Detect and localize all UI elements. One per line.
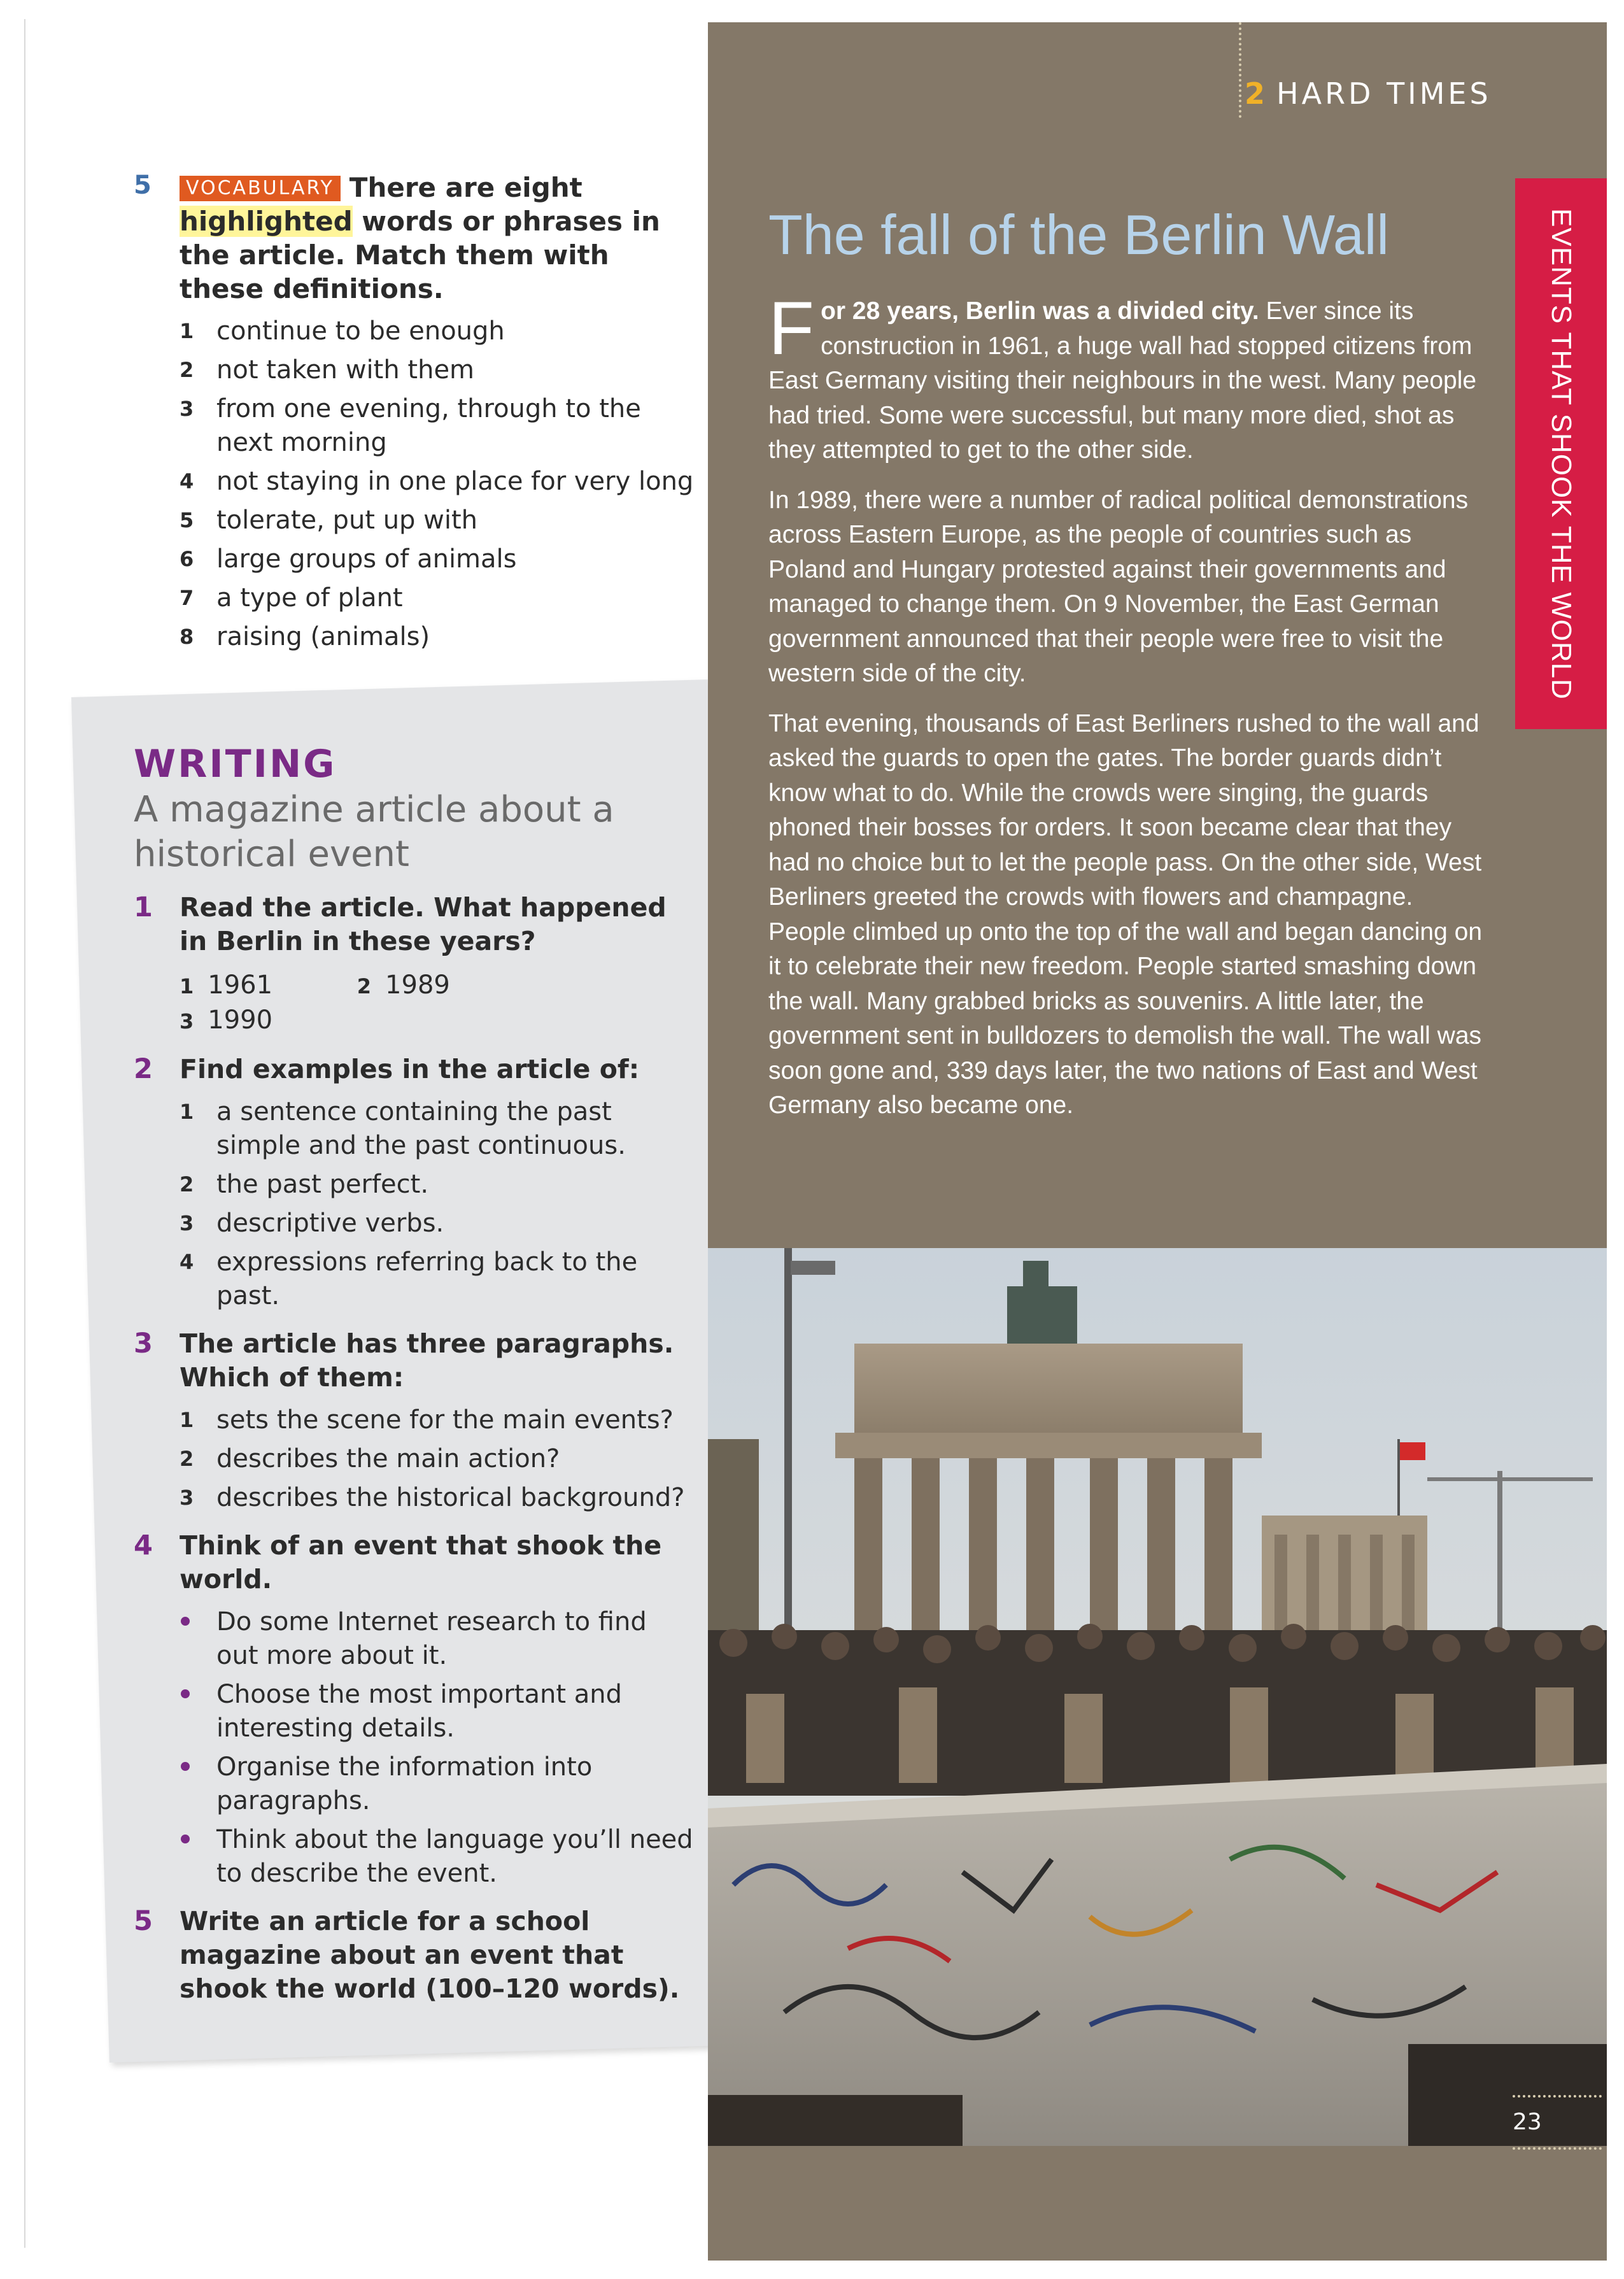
question-text: The article has three paragraphs. Which of them:: [180, 1328, 674, 1393]
bullet-text: Organise the information into paragraphs.: [216, 1752, 593, 1815]
item-text: raising (animals): [216, 622, 430, 651]
item-text: describes the historical background?: [216, 1483, 685, 1512]
item-number: 2: [180, 358, 194, 382]
question-number: 2: [134, 1053, 153, 1085]
bullet-item: [180, 1750, 694, 1818]
article-paragraph-2: In 1989, there were a number of radical political demonstrations across Eastern Europe, as the people of countries such as Poland and Hungary protested against their governments and managed to change them. On 9 November, the East German government announced that their people were free to visit the western side of the city.: [768, 486, 1469, 687]
article-lead: or 28 years, Berlin was a divided city.: [821, 297, 1259, 325]
berlin-wall-photo: [708, 1248, 1607, 2146]
item-number: 2: [180, 1447, 194, 1471]
writing-question-2: [134, 1053, 694, 1086]
instruction-part-a: There are eight: [349, 172, 583, 203]
item-number: 1: [180, 1100, 194, 1124]
item-number: 7: [180, 586, 194, 610]
section-title: HARD TIMES: [1276, 76, 1492, 111]
definition-item: [180, 620, 694, 654]
section-header: [1245, 76, 1492, 111]
definition-item: [180, 543, 694, 576]
writing-subtitle: A magazine article about a historical event: [134, 789, 614, 875]
article-body: [768, 287, 1488, 1139]
item-text: the past perfect.: [216, 1170, 429, 1199]
writing-section: [134, 742, 694, 2006]
item-number: 5: [180, 508, 194, 532]
year-item: [180, 1005, 311, 1035]
item-number: 1: [180, 974, 194, 998]
definition-item: [180, 315, 694, 348]
writing-question-3: [134, 1327, 694, 1395]
item-number: 6: [180, 547, 194, 571]
definition-list: [180, 315, 694, 654]
question-number: 3: [134, 1328, 153, 1360]
red-flag: [1400, 1442, 1425, 1460]
bullet-item: [180, 1605, 694, 1673]
list-item: [180, 1403, 694, 1437]
item-number: 3: [180, 397, 194, 421]
bullet-dot-icon: [181, 1617, 190, 1626]
item-text: expressions referring back to the past.: [216, 1247, 638, 1310]
exercise-number: 5: [134, 171, 152, 200]
question-text: Read the article. What happened in Berlin in these years?: [180, 892, 667, 956]
item-text: from one evening, through to the next morning: [216, 394, 641, 457]
bullet-text: Choose the most important and interesting details.: [216, 1680, 623, 1743]
item-text: not staying in one place for very long: [216, 467, 694, 496]
definition-item: [180, 465, 694, 499]
page-spine: [24, 19, 25, 2248]
vocabulary-exercise: [134, 171, 694, 659]
item-number: 3: [180, 1211, 194, 1235]
question-text: Think of an event that shook the world.: [180, 1530, 662, 1594]
item-text: a type of plant: [216, 583, 403, 613]
year-item: [180, 970, 311, 1000]
section-number: 2: [1245, 76, 1266, 111]
writing-question-5: [134, 1905, 694, 2006]
question-number: 4: [134, 1530, 153, 1561]
drop-cap: F: [768, 287, 815, 371]
item-text: sets the scene for the main events?: [216, 1405, 674, 1435]
question-text: Write an article for a school magazine about an event that shook the world (100–120 words).: [180, 1906, 680, 2004]
year-item: [357, 970, 488, 1000]
question-4-bullets: [180, 1605, 694, 1891]
instruction-highlight: highlighted: [180, 206, 353, 237]
list-item: [180, 1095, 694, 1163]
item-text: describes the main action?: [216, 1444, 560, 1473]
list-item: [180, 1481, 694, 1515]
bullet-item: [180, 1678, 694, 1745]
item-text: descriptive verbs.: [216, 1209, 444, 1238]
item-number: 3: [180, 1486, 194, 1510]
writing-question-1: [134, 891, 694, 958]
item-text: continue to be enough: [216, 316, 505, 346]
bullet-dot-icon: [181, 1689, 190, 1698]
item-number: 4: [180, 1250, 194, 1274]
question-text: Find examples in the article of:: [180, 1054, 640, 1084]
article-paragraph-1: [768, 287, 1488, 468]
exercise-instruction: [180, 171, 694, 306]
question-number: 1: [134, 891, 153, 923]
item-text: large groups of animals: [216, 544, 517, 574]
article-title: The fall of the Berlin Wall: [768, 203, 1389, 266]
item-number: 8: [180, 625, 194, 649]
question-3-list: [180, 1403, 694, 1515]
bullet-dot-icon: [181, 1835, 190, 1843]
list-item: [180, 1246, 694, 1313]
item-number: 1: [180, 319, 194, 343]
item-number: 3: [180, 1009, 194, 1033]
side-tab-label: EVENTS THAT SHOOK THE WORLD: [1546, 208, 1577, 700]
item-number: 4: [180, 469, 194, 493]
photo-illustration: [708, 1248, 1607, 2146]
page-number-dots-top: [1513, 2095, 1602, 2098]
item-number: 2: [357, 974, 372, 998]
lamp-post: [784, 1248, 792, 1656]
list-item: [180, 1207, 694, 1240]
year-text: 1989: [385, 970, 450, 1000]
writing-title: WRITING: [134, 742, 337, 786]
list-item: [180, 1442, 694, 1476]
year-list: [180, 969, 694, 1039]
section-divider-dots: [1239, 22, 1241, 118]
question-number: 5: [134, 1905, 153, 1937]
year-text: 1961: [208, 970, 273, 1000]
year-text: 1990: [208, 1005, 273, 1035]
question-2-list: [180, 1095, 694, 1313]
definition-item: [180, 581, 694, 615]
gate-attic: [854, 1344, 1243, 1439]
item-text: tolerate, put up with: [216, 506, 478, 535]
page-number: 23: [1513, 2109, 1542, 2135]
quadriga: [1007, 1286, 1077, 1344]
article-paragraph-3: That evening, thousands of East Berliners rushed to the wall and asked the guards to open the gates. The border guards didn’t know what to do. While the crowds were singing, the guards phoned their bosses for orders. It soon became clear that they had no choice but to let the people pass. On the other side, West Berliners greeted the crowds with flowers and champagne. People climbed up onto the top of the wall and began dancing on it to celebrate their new freedom. People started smashing down the wall. Many grabbed bricks as souvenirs. A little later, the government sent in bulldozers to demolish the wall. The wall was soon gone and, 339 days later, the two nations of East and West Germany also became one.: [768, 709, 1483, 1119]
side-tab: [1515, 178, 1607, 729]
paragraph-text: Ever since its construction in 1961, a huge wall had stopped citizens from East Germany visiting their neighbours in the west. Many people had tried. Some were successful, but many more died, shot as they attempted to get to the other side.: [768, 297, 1477, 464]
item-text: a sentence containing the past simple and the past continuous.: [216, 1097, 626, 1160]
definition-item: [180, 392, 694, 460]
definition-item: [180, 504, 694, 537]
page-number-dots-bottom: [1513, 2147, 1602, 2150]
bullet-item: [180, 1823, 694, 1891]
writing-question-4: [134, 1529, 694, 1596]
vocabulary-badge: VOCABULARY: [180, 176, 341, 201]
item-number: 1: [180, 1408, 194, 1432]
bullet-text: Do some Internet research to find out more about it.: [216, 1607, 647, 1670]
list-item: [180, 1168, 694, 1202]
instruction-part-b: words or phrases in the article. Match them with these definitions.: [180, 206, 660, 304]
definition-item: [180, 353, 694, 387]
item-number: 2: [180, 1172, 194, 1196]
item-text: not taken with them: [216, 355, 475, 385]
bullet-text: Think about the language you’ll need to describe the event.: [216, 1825, 693, 1888]
bullet-dot-icon: [181, 1762, 190, 1771]
